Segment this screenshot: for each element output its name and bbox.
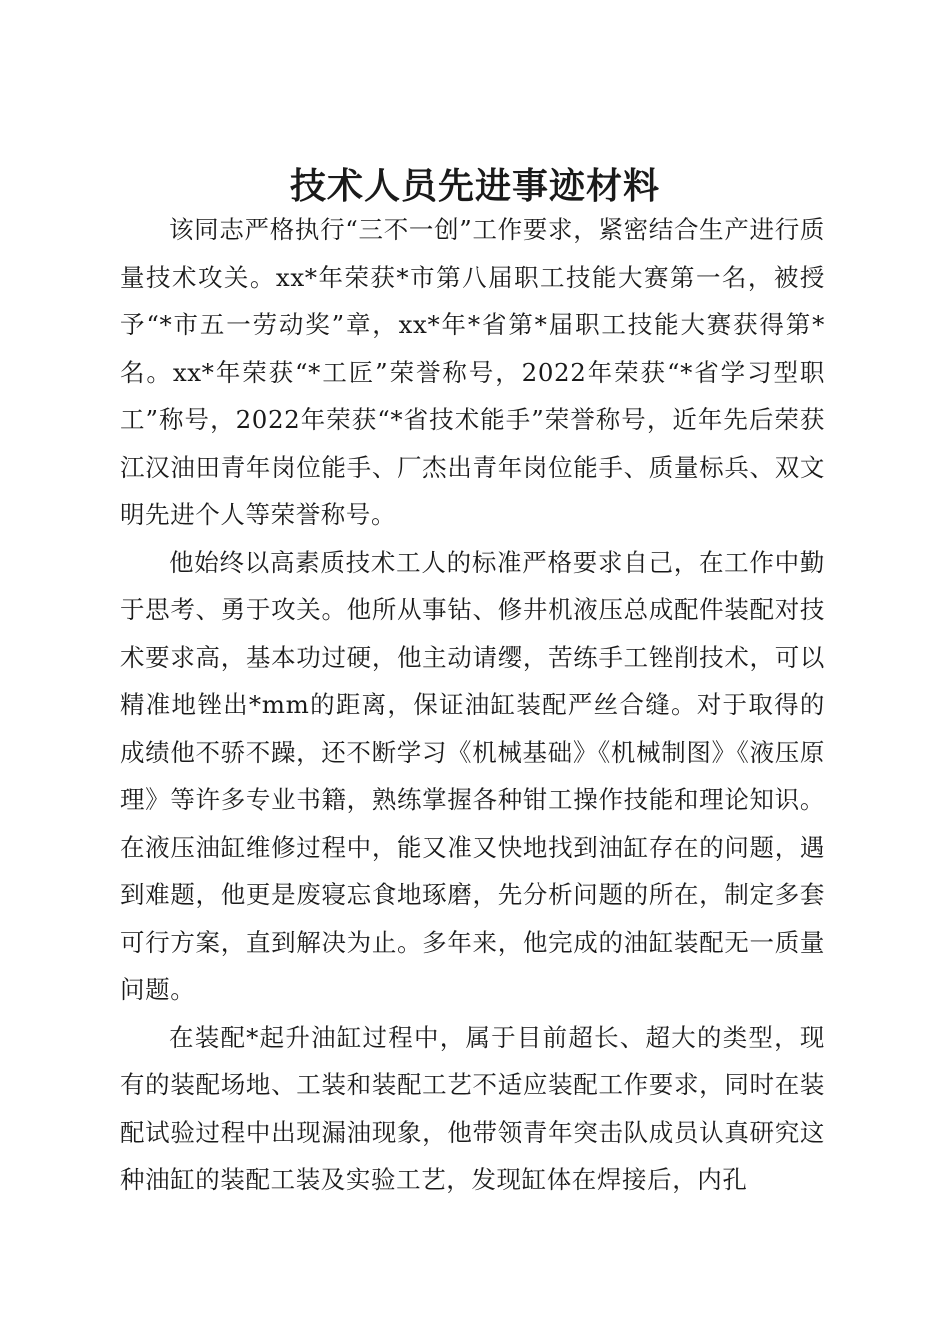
paragraph-2: 他始终以高素质技术工人的标准严格要求自己，在工作中勤于思考、勇于攻关。他所从事钻、修井机液压总成配件装配对技术要求高，基本功过硬，他主动请缨，苦练手工锉削技术，可以精准地锉出*mm的距离，保证油缸装配严丝合缝。对于取得的成绩他不骄不躁，还不断学习《机械基础》《机械制图》《液压原理》等许多专业书籍，熟练掌握各种钳工操作技能和理论知识。在液压油缸维修过程中，能又准又快地找到油缸存在的问题，遇到难题，他更是废寝忘食地琢磨，先分析问题的所在，制定多套可行方案，直到解决为止。多年来，他完成的油缸装配无一质量问题。 — [120, 547, 825, 1004]
paragraph-3: 在装配*起升油缸过程中，属于目前超长、超大的类型，现有的装配场地、工装和装配工艺不适应装配工作要求，同时在装配试验过程中出现漏油现象，他带领青年突击队成员认真研究这种油缸的装配工装及实验工艺，发现缸体在焊接后，内孔 — [120, 1022, 825, 1194]
page-title: 技术人员先进事迹材料 — [289, 165, 660, 208]
paragraph-1: 该同志严格执行“三不一创”工作要求，紧密结合生产进行质量技术攻关。xx*年荣获*市第八届职工技能大赛第一名，被授予“*市五一劳动奖”章，xx*年*省第*届职工技能大赛获得第*名。xx*年荣获“*工匠”荣誉称号，2022年荣获“*省学习型职工”称号，2022年荣获“*省技术能手”荣誉称号，近年先后荣获江汉油田青年岗位能手、厂杰出青年岗位能手、质量标兵、双文明先进个人等荣誉称号。 — [120, 215, 825, 529]
document-body — [120, 206, 825, 1204]
